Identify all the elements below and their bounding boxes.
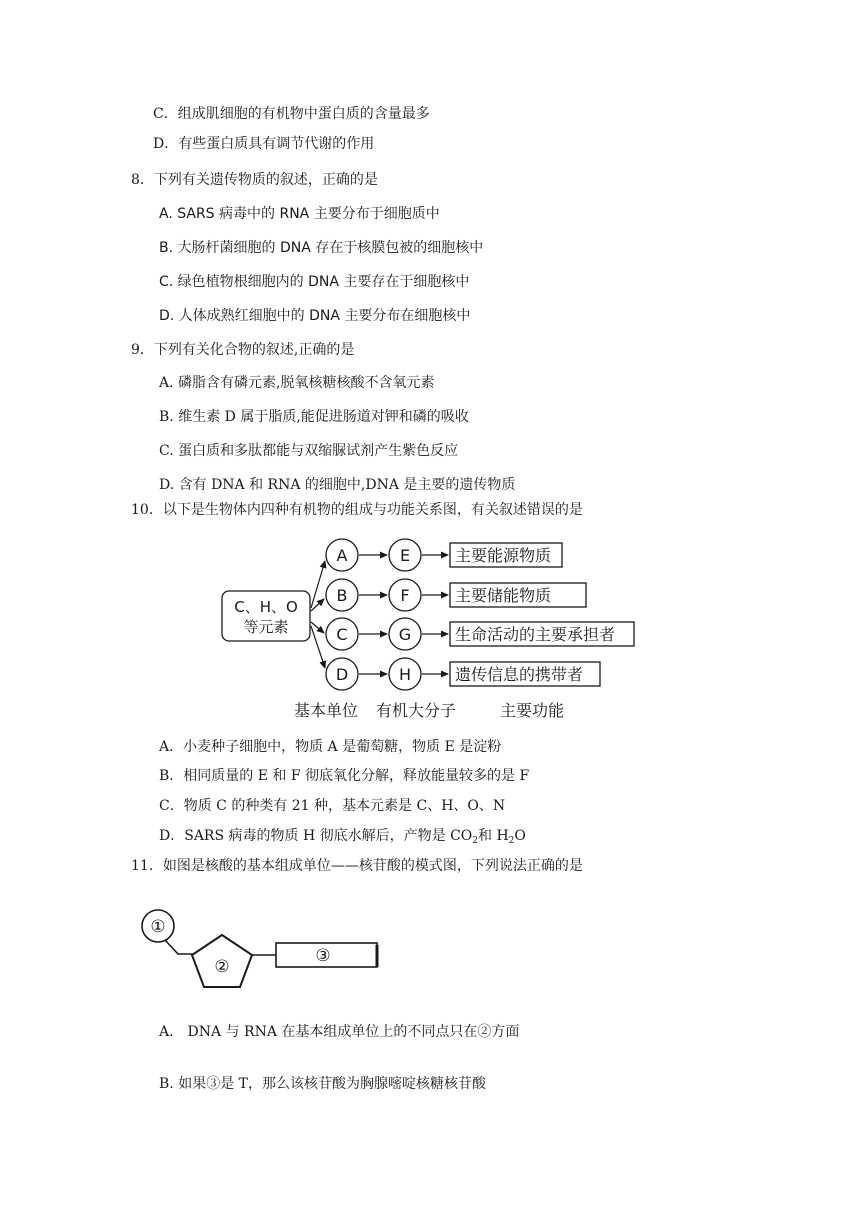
col-label-functions: 主要功能 [500,701,565,720]
q8-option-c: C. 绿色植物根细胞内的 DNA 主要存在于细胞核中 [159,274,470,290]
q10-option-d-mid: 和 H [478,828,509,844]
q10-stem: 10．以下是生物体内四种有机物的组成与功能关系图，有关叙述错误的是 [131,502,583,518]
macro-H-label: H [398,665,412,684]
unit-A-label: A [336,546,348,565]
base-label: ③ [315,946,331,966]
q9-option-c: C. 蛋白质和多肽都能与双缩脲试剂产生紫色反应 [159,443,459,459]
unit-B-label: B [336,586,348,605]
q9-option-a: A. 磷脂含有磷元素,脱氧核糖核酸不含氧元素 [159,375,435,391]
macro-G-label: G [398,625,412,644]
q8-option-a: A. SARS 病毒中的 RNA 主要分布于细胞质中 [159,206,440,222]
q8-stem: 8．下列有关遗传物质的叙述，正确的是 [131,172,378,188]
q10-option-b: B．相同质量的 E 和 F 彻底氧化分解，释放能量较多的是 F [159,768,530,784]
q10-option-d-prefix: D．SARS 病毒的物质 H 彻底水解后，产物是 CO [159,828,473,844]
q9-option-b: B. 维生素 D 属于脂质,能促进肠道对钾和磷的吸收 [159,409,469,425]
function-H-label: 遗传信息的携带者 [455,665,584,684]
phosphate-label: ① [150,917,166,937]
function-F-label: 主要储能物质 [455,586,552,605]
col-label-units: 基本单位 [294,701,359,720]
unit-C-label: C [336,625,348,644]
macro-E-label: E [399,546,411,565]
q10-option-d-sub1: 2 [472,836,478,846]
phosphate-bond [165,940,193,954]
q11-option-a: A. DNA 与 RNA 在基本组成单位上的不同点只在②方面 [159,1024,520,1040]
q11-option-b: B. 如果③是 T，那么该核苷酸为胸腺嘧啶核糖核苷酸 [159,1076,486,1092]
col-label-macros: 有机大分子 [376,701,457,720]
q9-option-d: D. 含有 DNA 和 RNA 的细胞中,DNA 是主要的遗传物质 [159,477,516,493]
q7-option-d: D．有些蛋白质具有调节代谢的作用 [153,136,375,152]
q10-option-c: C．物质 C 的种类有 21 种，基本元素是 C、H、O、N [159,798,506,814]
q10-option-d [159,827,526,845]
q8-option-d: D. 人体成熟红细胞中的 DNA 主要分布在细胞核中 [159,308,471,324]
sugar-label: ② [214,957,230,977]
q10-option-d-sub2: 2 [508,836,515,846]
arrow-to-A [311,561,325,608]
q7-option-c: C．组成肌细胞的有机物中蛋白质的含量最多 [153,106,430,122]
q9-stem: 9．下列有关化合物的叙述,正确的是 [131,342,355,358]
organic-compounds-diagram [0,532,860,722]
unit-D-label: D [335,665,349,684]
q10-option-a: A．小麦种子细胞中，物质 A 是葡萄糖，物质 E 是淀粉 [159,739,502,755]
elements-label-line1: C、H、O [234,598,298,616]
q8-option-b: B. 大肠杆菌细胞的 DNA 存在于核膜包被的细胞核中 [159,240,484,256]
elements-label-line2: 等元素 [243,618,289,636]
function-G-label: 生命活动的主要承担者 [455,625,616,644]
function-E-label: 主要能源物质 [455,546,552,565]
q10-option-d-suffix: O [514,828,526,844]
q11-stem: 11．如图是核酸的基本组成单位——核苷酸的模式图，下列说法正确的是 [131,858,583,874]
nucleotide-diagram [0,905,860,995]
macro-F-label: F [400,586,410,605]
